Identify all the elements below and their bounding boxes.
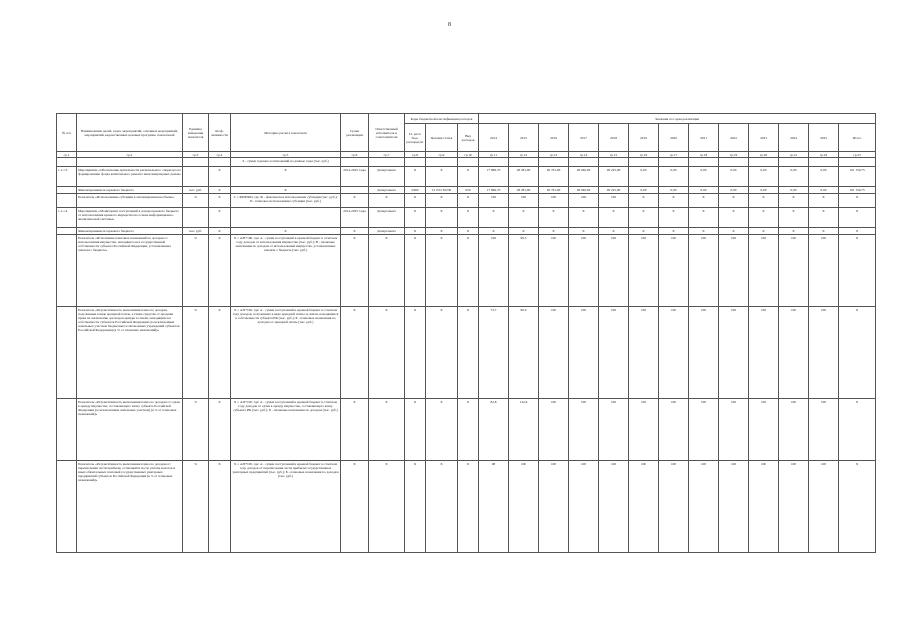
row-value: X [659,228,689,235]
row-number [57,307,77,399]
program-table [56,113,876,553]
column-number: гр.5 [231,152,341,158]
header-year: 2014 [479,124,509,152]
row-code-glrasp: X [405,208,426,228]
row-responsible: Департамент [369,208,405,228]
row-code-kind: X [458,167,479,187]
row-value: 99,5 [509,235,539,307]
row-coef: X [209,194,231,208]
row-value: 90,9 [509,307,539,399]
row-responsible: Департамент [369,187,405,194]
row-code-glrasp: X [405,228,426,235]
row-coef: X [209,399,231,461]
row-value: X [569,228,599,235]
table-row [57,187,876,194]
empty-cell [539,158,569,167]
row-value: 100 [599,235,629,307]
column-number: гр.23 [839,152,876,158]
row-value: X [839,461,876,553]
row-value: X [689,228,719,235]
row-code-kind: X [458,307,479,399]
row-value: 28 046,00 [569,167,599,187]
row-value: X [539,228,569,235]
header-codes: Коды бюджетной классификации расходов [405,114,479,124]
row-name: Мероприятие «Мониторинг поступлений в доходы краевого бюджета от использования краевого имущества на основе информационно-аналитической системы» [77,208,183,228]
row-unit: % [183,307,209,399]
row-value: X [629,228,659,235]
row-value: X [749,228,779,235]
row-code-glrasp: X [405,307,426,399]
row-value: 100 [659,399,689,461]
row-value: 100 [629,235,659,307]
row-method: X [231,167,341,187]
row-value: X [839,235,876,307]
column-number: гр.7 [369,152,405,158]
row-value: X [839,208,876,228]
table-row [57,235,876,307]
header-year: 2016 [539,124,569,152]
column-number: гр.11 [479,152,509,158]
row-value: 142,6 [509,399,539,461]
row-term: X [341,194,369,208]
row-value: X [689,208,719,228]
row-value: 100 [689,235,719,307]
row-value: 0,00 [809,187,839,194]
column-number: гр.6 [341,152,369,158]
empty-cell [569,158,599,167]
row-method: X = А/В*100, где: А - сумма поступлений в краевой бюджет в отчетном году доходов от использования имущества (тыс. руб.); В - плановые назначения по доходам от использования имущества, установленные законом о бюджете (тыс. руб.) [231,235,341,307]
empty-cell [405,158,426,167]
row-name: Показатель «Использование субсидии в запланированном объеме» [77,194,183,208]
row-method: X [231,187,341,194]
row-value: 100 [659,461,689,553]
header-no: № п/п [57,114,77,152]
row-value: 0,00 [719,187,749,194]
row-method: X = А/Б*100, где: А - сумма поступлений в краевой бюджет в отчетном году доходов от сдачи в аренду имущества, составляющего казну субъекта РФ (тыс. руб.); Б - плановые назначения по доходам (тыс. руб.) [231,399,341,461]
row-value: X [809,208,839,228]
column-number: гр.8 [405,152,426,158]
table-row [57,167,876,187]
row-value: 100 [569,461,599,553]
row-code-target: X [426,228,458,235]
row-value: 100 [569,235,599,307]
empty-cell [458,158,479,167]
column-number: гр.21 [779,152,809,158]
column-number: гр.2 [77,152,183,158]
row-code-kind: X [458,399,479,461]
empty-cell [426,158,458,167]
row-value: 100 [779,461,809,553]
row-responsible: Департамент [369,228,405,235]
row-value: 100 [659,235,689,307]
row-code-kind: X [458,461,479,553]
header-year: 2015 [509,124,539,152]
empty-cell [839,158,876,167]
empty-cell [479,158,509,167]
row-value: 0,00 [659,167,689,187]
row-value: X [689,194,719,208]
row-value: X [719,208,749,228]
row-unit: тыс. руб. [183,228,209,235]
formula-note: Σ - сумма годовых ассигнований на данные годы (тыс. руб.) [231,158,341,167]
row-value: 26 761,00 [539,167,569,187]
table-row [57,399,876,461]
column-number: гр.15 [599,152,629,158]
row-value: 100 [779,307,809,399]
row-unit: % [183,194,209,208]
row-term: X [341,307,369,399]
row-value: 100 [569,399,599,461]
header-year: 2022 [719,124,749,152]
row-value: 0,00 [629,167,659,187]
column-number: гр.10 [458,152,479,158]
row-code-target: X [426,235,458,307]
row-number [57,399,77,461]
row-code-glrasp: X [405,399,426,461]
row-coef: X [209,208,231,228]
row-value: 100 [539,461,569,553]
row-value: 100 [599,399,629,461]
header-year: 2024 [779,124,809,152]
table-row [57,228,876,235]
row-code-kind: X [458,235,479,307]
empty-cell [509,158,539,167]
row-responsible: X [369,235,405,307]
row-code-glrasp: X [405,235,426,307]
empty-cell [779,158,809,167]
row-value: 0,00 [659,187,689,194]
row-value: 100 [569,194,599,208]
column-number: гр.13 [539,152,569,158]
row-value: 100 [689,307,719,399]
row-value: X [839,228,876,235]
row-value: 98 [479,461,509,553]
row-value: X [719,228,749,235]
empty-cell [369,158,405,167]
row-value: 49 225,90 [599,167,629,187]
table-row [57,208,876,228]
row-value: 100 [569,307,599,399]
row-value: 100 [509,461,539,553]
row-number [57,235,77,307]
empty-cell [719,158,749,167]
row-value: 28 046,00 [569,187,599,194]
row-code-glrasp: 0409 [405,187,426,194]
row-term: X [341,461,369,553]
column-number: гр.4 [209,152,231,158]
header-name: Наименование целей, задач, мероприятий, основных мероприятий, мероприятий, ведомственных целевых программ, показателей [77,114,183,152]
header-values: Значения по годам реализации [479,114,876,124]
header-year: Итого [839,124,876,152]
empty-cell [629,158,659,167]
row-code-target: 21 0 02 65230 [426,187,458,194]
row-value: 17 869,70 [479,167,509,187]
table-row [57,158,876,167]
row-code-target: X [426,208,458,228]
row-name: Показатель «Результативность выполнения плана по доходам от перечисления части прибыли, остающейся после уплаты налогов и иных обязательных платежей государственных унитарных предприятий субъектов Российской Федерации (в % от плановых назначений)» [77,461,183,553]
row-code-glrasp: X [405,194,426,208]
row-value: X [509,208,539,228]
row-value: 100 [719,307,749,399]
row-coef: X [209,187,231,194]
row-term: X [341,235,369,307]
row-code-target: X [426,399,458,461]
row-unit: % [183,399,209,461]
row-name: Мероприятие «Обеспечение деятельности регионального оператора по формированию фонда капитального ремонта многоквартирных домов» [77,167,183,187]
empty-cell [809,158,839,167]
row-value: 100 [539,235,569,307]
row-number [57,461,77,553]
empty-cell [689,158,719,167]
row-value: X [599,228,629,235]
row-value: 100 [809,235,839,307]
row-code-target: X [426,167,458,187]
row-method [231,208,341,228]
header-coef: Коэф. значимости [209,114,231,152]
row-value: X [569,208,599,228]
header-year: 2021 [689,124,719,152]
row-responsible: X [369,194,405,208]
row-value: X [809,228,839,235]
row-value: X [509,228,539,235]
row-value: X [539,208,569,228]
row-value: 100 [809,307,839,399]
row-value: X [659,208,689,228]
row-unit: % [183,461,209,553]
row-value: 100 [749,307,779,399]
row-value: 100 [539,307,569,399]
row-value: 100 [479,235,509,307]
row-value: X [749,208,779,228]
header-year: 2019 [629,124,659,152]
row-value: 0,00 [629,187,659,194]
row-code-kind: X [458,194,479,208]
row-value: 100 [539,194,569,208]
row-code-kind: X [458,208,479,228]
row-value: 100 [599,194,629,208]
row-name: Финансирование из краевого бюджета [77,187,183,194]
row-value: 26 761,00 [539,187,569,194]
header-year: 2023 [749,124,779,152]
row-value: 100 [599,307,629,399]
row-value: X [779,194,809,208]
row-value: X [749,194,779,208]
row-responsible: X [369,399,405,461]
header-year: 2018 [599,124,629,152]
row-unit [183,208,209,228]
row-value: 0,00 [749,187,779,194]
header-resp: Ответственный исполнитель и соисполнители [369,114,405,152]
row-value: 100 [659,307,689,399]
empty-cell [659,158,689,167]
column-number: гр.9 [426,152,458,158]
row-number: 1.1.1.4 [57,208,77,228]
row-value: 28 281,00 [509,187,539,194]
row-term: X [341,228,369,235]
header-unit: Единица измерения показателя [183,114,209,152]
table-row [57,461,876,553]
column-number: гр.19 [719,152,749,158]
empty-cell [599,158,629,167]
row-name: Показатель «Результативность выполнения плана по доходам, полученным в виде арендной платы, а также средства от продажи права на заключение договоров аренды за земли, находящиеся в собственности субъектов Российской Федерации (за исключением земельных участков бюджетных и автономных учреждений субъектов Российской Федерации) (в % от плановых назначений)» [77,307,183,399]
row-responsible: X [369,307,405,399]
row-number: 1.1.1.3 [57,167,77,187]
header-term: Сроки реализации [341,114,369,152]
row-value: 100 [719,399,749,461]
row-value: 161 159,75 [839,187,876,194]
row-code-glrasp: X [405,167,426,187]
row-value: 100 [809,461,839,553]
row-value: 100 [809,399,839,461]
row-value: X [479,228,509,235]
row-value: 0,00 [689,167,719,187]
row-value: 49 225,90 [599,187,629,194]
row-code-kind: X [458,228,479,235]
header-year: 2020 [659,124,689,152]
row-name: Показатель «Результативность выполнения плана по доходам от сдачи в аренду имущества, составляющего казну субъекта Российской Федерации (за исключением земельных участков) (в % от плановых назначений)» [77,399,183,461]
header-code-sub: Гл. расп. бюд. распоряд ит [405,124,426,152]
row-number [57,228,77,235]
row-term [341,187,369,194]
row-responsible: X [369,461,405,553]
column-number: гр.18 [689,152,719,158]
header-year: 2017 [569,124,599,152]
row-value: 17 869,70 [479,187,509,194]
row-number [57,194,77,208]
row-value: 100 [749,399,779,461]
row-value: X [479,208,509,228]
table-row [57,194,876,208]
row-method: C = ФИР/ФП, где: Ф - фактическое использование субсидии (тыс. руб.); П - плановое использование субсидии (тыс. руб.) [231,194,341,208]
row-code-target: X [426,307,458,399]
row-value: 100 [629,399,659,461]
row-value: X [629,208,659,228]
row-value: 100 [689,461,719,553]
row-unit: тыс. руб. [183,187,209,194]
row-value: X [839,194,876,208]
row-value: 73,7 [479,307,509,399]
row-value: 0,00 [689,187,719,194]
row-value: X [719,194,749,208]
column-number: гр.22 [809,152,839,158]
header-method: Методика расчета показателя [231,114,341,152]
row-value: 100 [539,399,569,461]
row-name: Показатель «Исполнение плановых назначений по доходам от использования имущества, находящегося в государственной собственности субъекта Российской Федерации, установленных законом о бюджете» [77,235,183,307]
row-value: 82,8 [479,399,509,461]
row-value: X [839,307,876,399]
row-value: X [599,208,629,228]
row-value: 0,00 [719,167,749,187]
row-value: X [779,228,809,235]
row-code-target: X [426,194,458,208]
column-number: гр.20 [749,152,779,158]
row-value: 100 [599,461,629,553]
empty-cell [77,158,183,167]
row-value: 100 [779,235,809,307]
row-method: X [231,228,341,235]
row-value: 100 [749,235,779,307]
row-value: 100 [719,235,749,307]
header-year: 2025 [809,124,839,152]
row-code-target: X [426,461,458,553]
row-coef: X [209,228,231,235]
row-unit [183,167,209,187]
row-value: 100 [479,194,509,208]
column-number: гр.1 [57,152,77,158]
header-code-sub: Вид расходов [458,124,479,152]
empty-cell [209,158,231,167]
row-value: 28 281,00 [509,167,539,187]
row-value: 0,00 [749,167,779,187]
row-coef: X [209,167,231,187]
empty-cell [341,158,369,167]
row-responsible: Департамент [369,167,405,187]
row-value: 100 [629,307,659,399]
column-number: гр.16 [629,152,659,158]
column-number: гр.17 [659,152,689,158]
row-value: 0,00 [779,167,809,187]
table-row [57,307,876,399]
row-value: X [779,208,809,228]
row-coef: X [209,307,231,399]
row-code-kind: 630 [458,187,479,194]
empty-cell [183,158,209,167]
row-coef: X [209,461,231,553]
row-value: 0,00 [779,187,809,194]
row-value: 100 [719,461,749,553]
row-method: X = А/Б*100, где: А - сумма поступлений в краевой бюджет в отчетном году доходов, полученных в виде арендной платы за земли, находящиеся в собственности субъекта РФ (тыс. руб.); Б - плановые назначения по доходам от арендной платы (тыс. руб.) [231,307,341,399]
column-number: гр.14 [569,152,599,158]
row-value: 161 159,75 [839,167,876,187]
row-value: 100 [749,461,779,553]
row-value: X [629,194,659,208]
row-value: X [809,194,839,208]
row-unit: % [183,235,209,307]
empty-cell [749,158,779,167]
row-number [57,187,77,194]
row-term: X [341,399,369,461]
row-method: X = А/Б*100, где: А - сумма поступлений в краевой бюджет в отчетном году доходов от перечисления части прибыли государственных унитарных предприятий (тыс. руб.); Б - плановые назначения по доходам (тыс. руб.) [231,461,341,553]
row-value: 100 [779,399,809,461]
row-value: 0,00 [809,167,839,187]
column-number: гр.3 [183,152,209,158]
row-value: 100 [509,194,539,208]
row-value: X [839,399,876,461]
row-coef: X [209,235,231,307]
page-number: 8 [448,22,451,28]
row-name: Финансирование из краевого бюджета [77,228,183,235]
row-code-glrasp: X [405,461,426,553]
row-value: 100 [629,461,659,553]
row-term: 2014-2025 годы [341,208,369,228]
row-value: X [659,194,689,208]
header-code-sub: Целевая статья [426,124,458,152]
empty-cell [57,158,77,167]
row-term: 2014-2025 годы [341,167,369,187]
column-number: гр.12 [509,152,539,158]
row-value: 100 [689,399,719,461]
